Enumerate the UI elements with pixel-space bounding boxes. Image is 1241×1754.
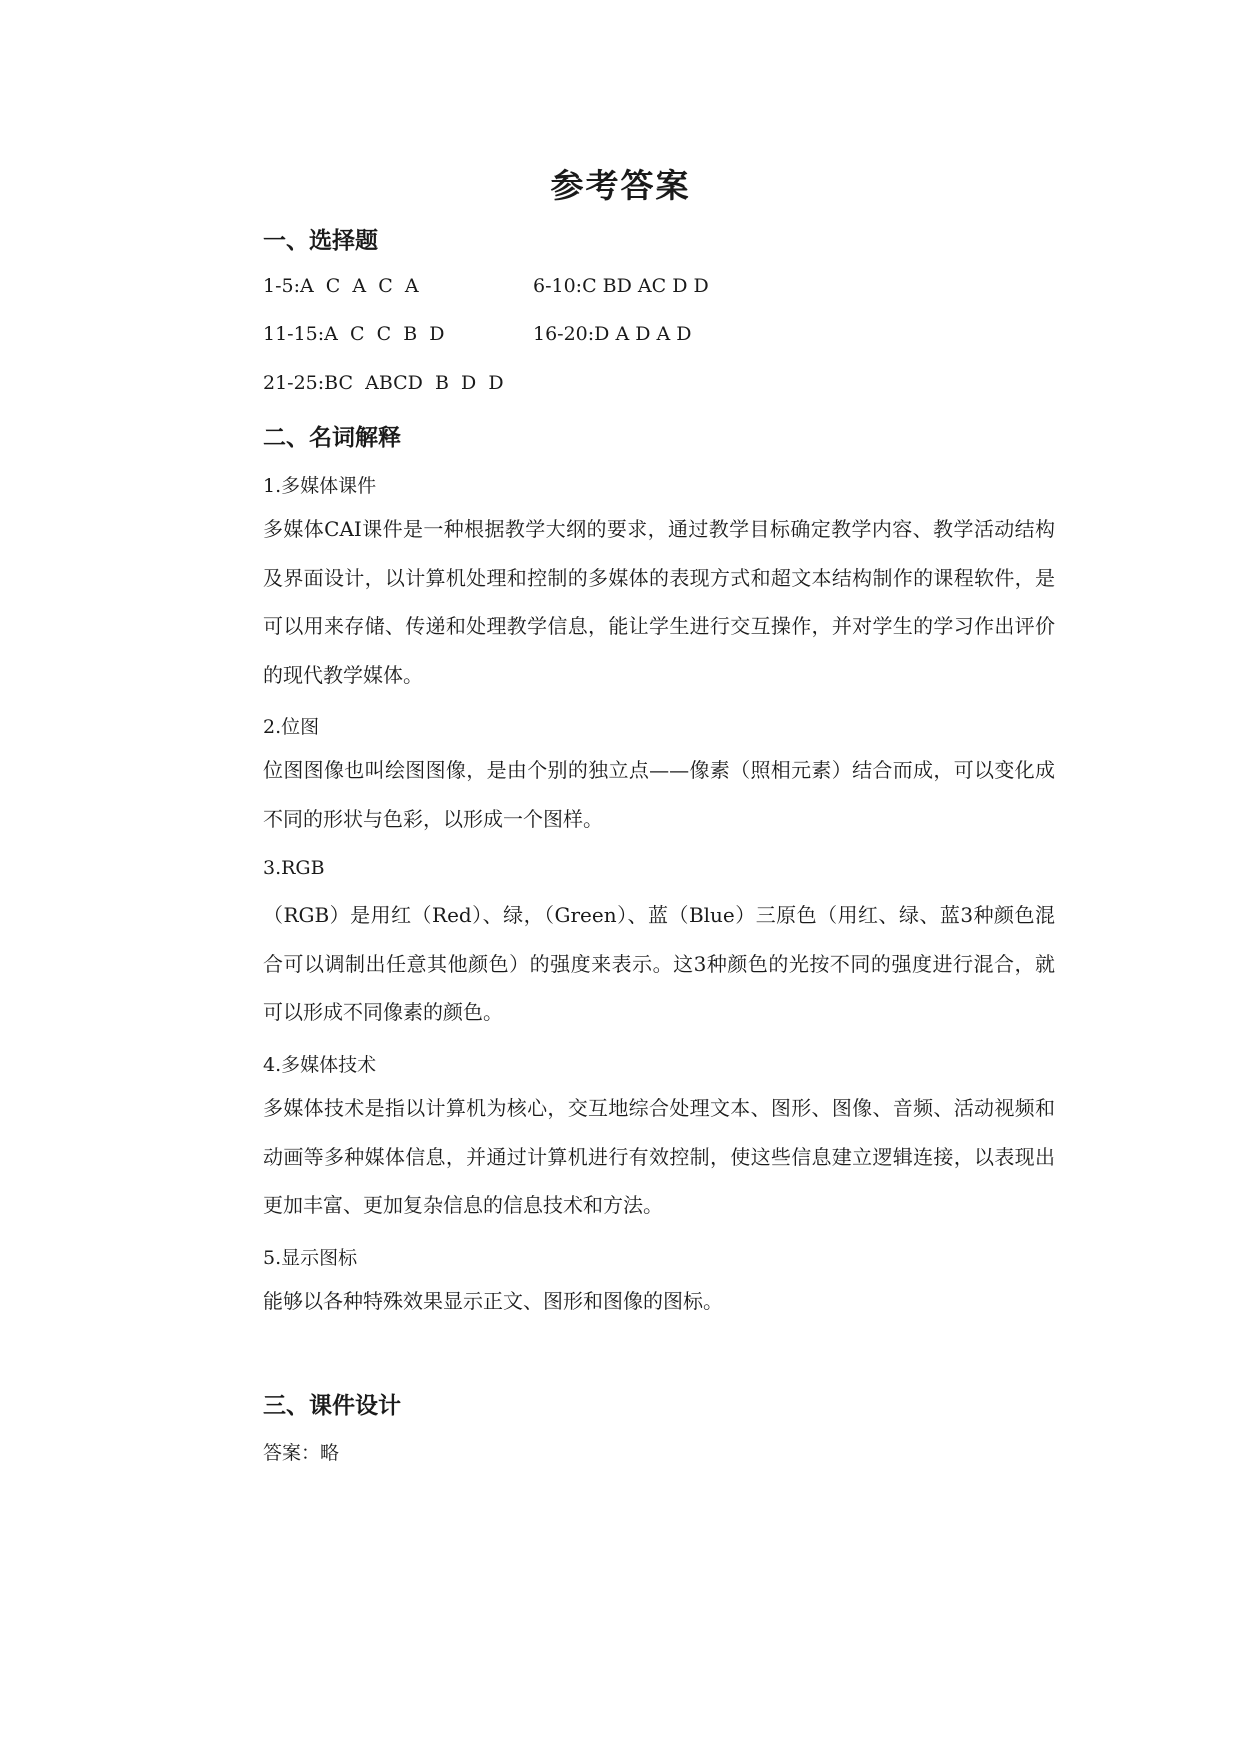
term-definition: 多媒体技术是指以计算机为核心，交互地综合处理文本、图形、图像、音频、活动视频和动画等多种媒体信息，并通过计算机进行有效控制，使这些信息建立逻辑连接，以表现出更加丰富、更加复杂信息的信息技术和方法。 bbox=[263, 1096, 1055, 1217]
term-label: 4.多媒体技术 bbox=[263, 1054, 377, 1076]
answer-row bbox=[263, 372, 504, 394]
answer-range: 11-15:A C C B D bbox=[263, 323, 445, 345]
term-label: 2.位图 bbox=[263, 716, 320, 738]
term-definition: （RGB）是用红（Red）、绿，（Green）、蓝（Blue）三原色（用红、绿、蓝3种颜色混合可以调制出任意其他颜色）的强度来表示。这3种颜色的光按不同的强度进行混合，就可以形成不同像素的颜色。 bbox=[263, 903, 1055, 1024]
page-title: 参考答案 bbox=[550, 166, 691, 205]
answer-range: 6-10:C BD AC D D bbox=[533, 275, 709, 297]
answer-range: 16-20:D A D A D bbox=[533, 323, 692, 345]
answer-range: 21-25:BC ABCD B D D bbox=[263, 372, 504, 394]
term-definition: 位图图像也叫绘图图像，是由个别的独立点——像素（照相元素）结合而成，可以变化成不同的形状与色彩，以形成一个图样。 bbox=[263, 758, 1055, 831]
term-label: 5.显示图标 bbox=[263, 1247, 358, 1269]
answer-row bbox=[263, 323, 444, 345]
term-definition: 多媒体CAI课件是一种根据教学大纲的要求，通过教学目标确定教学内容、教学活动结构及界面设计，以计算机处理和控制的多媒体的表现方式和超文本结构制作的课程软件，是可以用来存储、传递和处理教学信息，能让学生进行交互操作，并对学生的学习作出评价的现代教学媒体。 bbox=[263, 517, 1055, 687]
term-label: 3.RGB bbox=[263, 857, 325, 879]
answer-row bbox=[263, 275, 419, 297]
term-label: 1.多媒体课件 bbox=[263, 475, 377, 497]
design-answer: 答案：略 bbox=[263, 1442, 340, 1464]
section-heading-choice: 一、选择题 bbox=[263, 228, 378, 254]
answer-range: 1-5:A C A C A bbox=[263, 275, 419, 297]
term-definition: 能够以各种特殊效果显示正文、图形和图像的图标。 bbox=[263, 1289, 723, 1313]
section-heading-design: 三、课件设计 bbox=[263, 1393, 401, 1419]
section-heading-terms: 二、名词解释 bbox=[263, 425, 401, 451]
